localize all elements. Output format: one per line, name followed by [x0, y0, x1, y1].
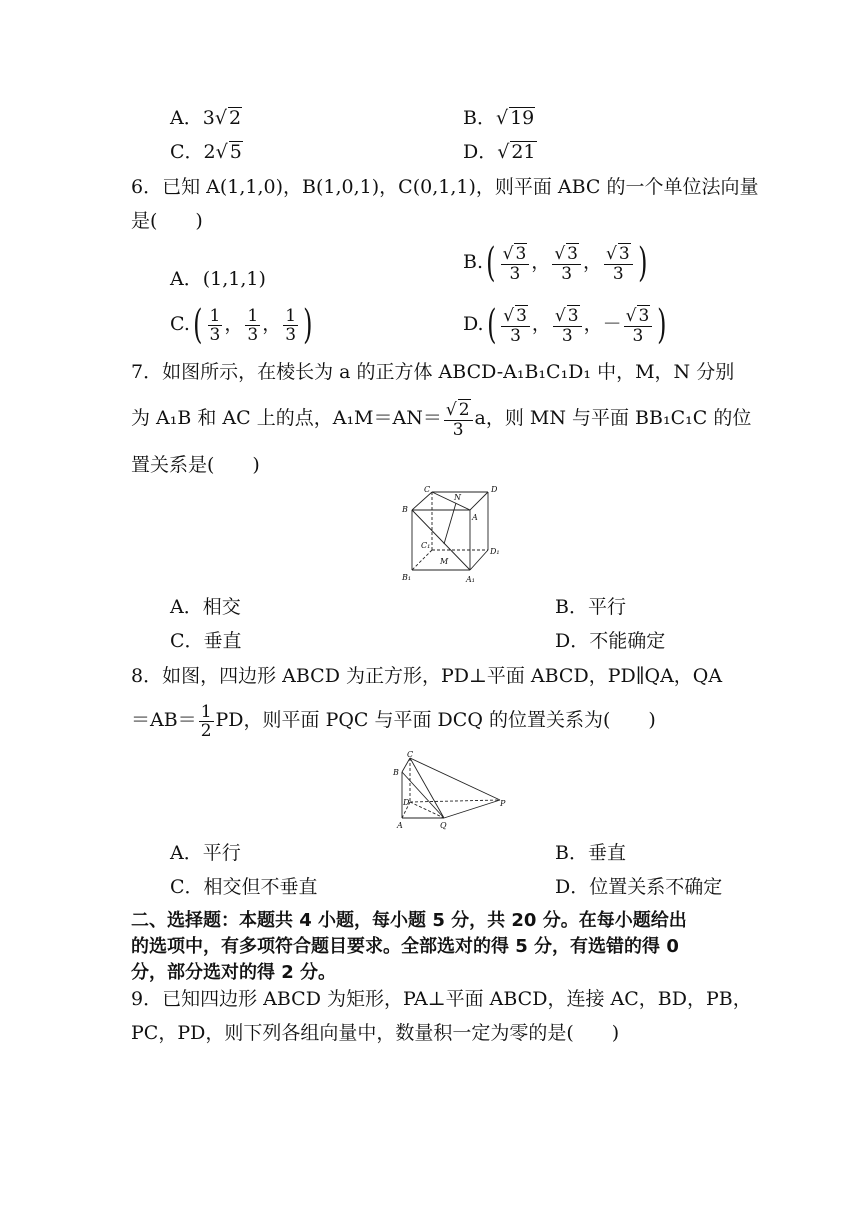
pyramid-label-c: C: [407, 750, 414, 759]
cube-label-c1: C₁: [421, 541, 431, 550]
cube-label-c: C: [424, 485, 431, 494]
cube-figure: [396, 484, 506, 588]
cube-label-d: D: [491, 485, 498, 494]
section2-heading-line2: 的选项中，有多项符合题目要求。全部选对的得 5 分，有选错的得 0: [131, 936, 679, 957]
cube-label-a: A: [472, 513, 478, 522]
pyramid-label-d: D: [403, 798, 410, 807]
cube-label-m: M: [440, 557, 449, 566]
pyramid-figure: [390, 748, 514, 832]
cube-label-d1: D₁: [490, 547, 500, 556]
pyramid-label-p: P: [500, 799, 506, 808]
q7-option-d[interactable]: D．不能确定: [555, 630, 666, 652]
cube-label-n: N: [454, 493, 461, 502]
cube-label-a1: A₁: [466, 575, 475, 584]
q7-option-b[interactable]: B．平行: [555, 596, 626, 618]
q9-stem-line1: 9．已知四边形 ABCD 为矩形，PA⊥平面 ABCD，连接 AC，BD，PB，: [131, 988, 752, 1010]
q8-option-a[interactable]: A．平行: [170, 842, 241, 864]
q6-stem-line2: 是( ): [131, 210, 203, 232]
q7-option-c[interactable]: C．垂直: [170, 630, 242, 652]
q6-option-d[interactable]: D.( $\frac{√ 3}{3}$ ， $\frac{√ 3}{3}$ ，－ $\frac{√ 3}{3}$ ): [463, 302, 667, 348]
q8-stem-line2: ＝AB＝ $\frac{1}{2}$ PD，则平面 PQC 与平面 DCQ 的位置关系为( ): [131, 701, 656, 741]
q5-option-a[interactable]: A．3√ 2: [170, 107, 242, 129]
pyramid-label-a: A: [397, 821, 403, 830]
q7-stem-line2: 为 A₁B 和 AC 上的点，A₁M＝AN＝ $\frac{√ 2}{3}$ a，则 MN 与平面 BB₁C₁C 的位: [131, 400, 752, 440]
cube-label-b1: B₁: [402, 573, 412, 582]
q6-option-b[interactable]: B.( $\frac{√ 3}{3}$ ， $\frac{√ 3}{3}$ ， $\frac{√ 3}{3}$ ): [463, 240, 648, 286]
q6-option-a[interactable]: A．(1,1,1): [170, 268, 266, 290]
q7-option-a[interactable]: A．相交: [170, 596, 241, 618]
q7-stem-line1: 7．如图所示，在棱长为 a 的正方体 ABCD-A₁B₁C₁D₁ 中，M，N 分别: [131, 361, 735, 383]
q5-option-c[interactable]: C．2√ 5: [170, 141, 242, 163]
pyramid-label-b: B: [393, 768, 399, 777]
q7-stem-line3: 置关系是( ): [131, 454, 260, 476]
cube-label-b: B: [402, 505, 408, 514]
q8-stem-line1: 8．如图，四边形 ABCD 为正方形，PD⊥平面 ABCD，PD∥QA，QA: [131, 665, 723, 687]
section2-heading-line1: 二、选择题：本题共 4 小题，每小题 5 分，共 20 分。在每小题给出: [131, 910, 687, 931]
q8-option-d[interactable]: D．位置关系不确定: [555, 876, 723, 898]
q8-option-b[interactable]: B．垂直: [555, 842, 626, 864]
section2-heading-line3: 分，部分选对的得 2 分。: [131, 962, 337, 983]
q8-option-c[interactable]: C．相交但不垂直: [170, 876, 318, 898]
q6-option-c[interactable]: C.( $\frac{1}{3}$ ， $\frac{1}{3}$ ， $\frac{1}{3}$ ): [170, 302, 313, 348]
q5-option-b[interactable]: B．√ 19: [463, 107, 535, 129]
q5-option-d[interactable]: D．√ 21: [463, 141, 536, 163]
q9-stem-line2: PC，PD，则下列各组向量中，数量积一定为零的是( ): [131, 1022, 620, 1044]
q6-stem-line1: 6．已知 A(1,1,0)，B(1,0,1)，C(0,1,1)，则平面 ABC 的一个单位法向量: [131, 176, 759, 198]
pyramid-label-q: Q: [440, 821, 447, 830]
